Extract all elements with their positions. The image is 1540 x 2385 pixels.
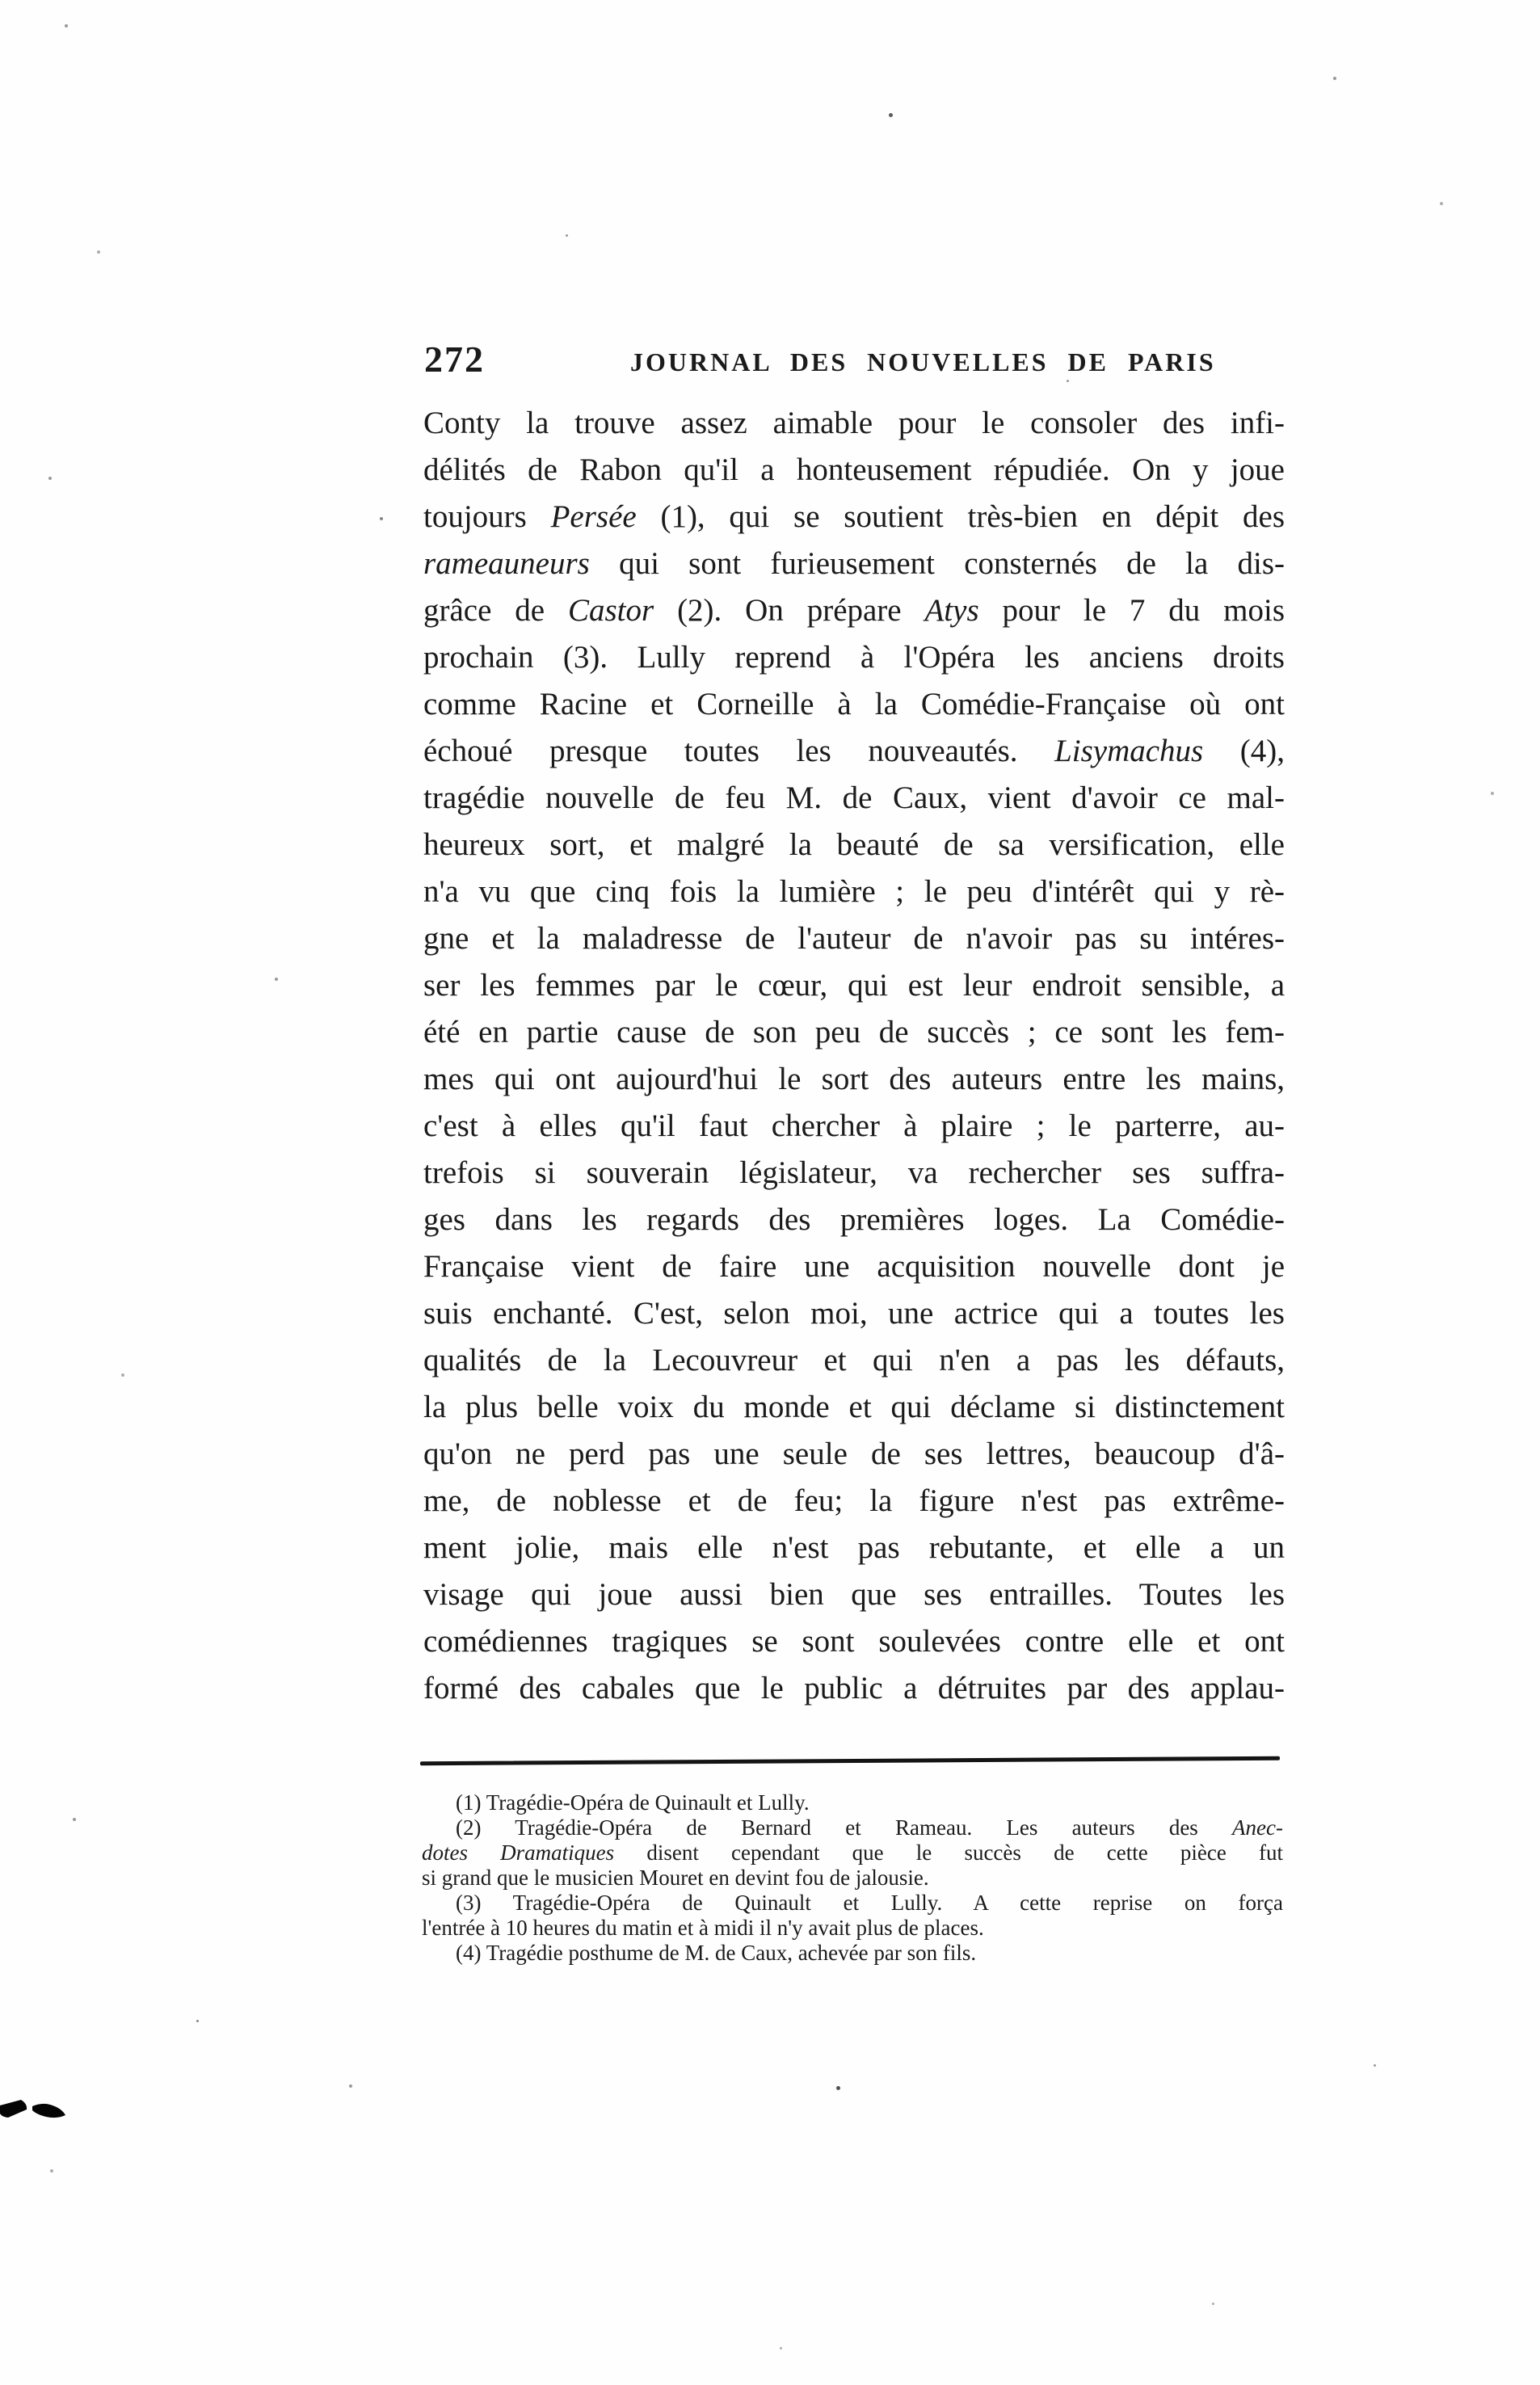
body-text-line: prochain (3). Lully reprend à l'Opéra les anciens droits [423, 640, 1285, 675]
body-text-line: mes qui ont aujourd'hui le sort des auteurs entre les mains, [423, 1062, 1285, 1096]
scan-speck [50, 2169, 53, 2173]
body-text-line: toujours Persée (1), qui se soutient très-bien en dépit des [423, 499, 1285, 534]
body-text-line: délités de Rabon qu'il a honteusement répudiée. On y joue [423, 452, 1285, 487]
body-text-line: échoué presque toutes les nouveautés. Lisymachus (4), [423, 734, 1285, 768]
footnote-separator [420, 1756, 1280, 1765]
body-text-line: la plus belle voix du monde et qui déclame si distinctement [423, 1390, 1285, 1424]
body-text-line: heureux sort, et malgré la beauté de sa versification, elle [423, 827, 1285, 862]
footnote-line: dotes Dramatiques disent cependant que le succès de cette pièce fut [422, 1840, 1283, 1865]
scan-speck [1067, 380, 1069, 382]
scan-speck [97, 250, 100, 254]
body-text-line: Conty la trouve assez aimable pour le consoler des infi- [423, 406, 1285, 440]
scan-speck [380, 517, 383, 520]
scan-speck [566, 234, 568, 237]
body-text-line: comme Racine et Corneille à la Comédie-Française où ont [423, 687, 1285, 721]
body-text-line: tragédie nouvelle de feu M. de Caux, vient d'avoir ce mal- [423, 780, 1285, 815]
scan-speck [196, 2020, 199, 2022]
scan-speck [275, 978, 278, 981]
scan-speck [1491, 792, 1494, 795]
footnote-line: (3) Tragédie-Opéra de Quinault et Lully. A cette reprise on força [456, 1891, 1283, 1915]
body-text-line: qu'on ne perd pas une seule de ses lettres, beaucoup d'â- [423, 1436, 1285, 1471]
footnote-line: si grand que le musicien Mouret en devint fou de jalousie. [422, 1866, 929, 1890]
body-text-line: c'est à elles qu'il faut chercher à plaire ; le parterre, au- [423, 1108, 1285, 1143]
body-text-line: formé des cabales que le public a détruites par des applau- [423, 1671, 1285, 1706]
footnote-line: (2) Tragédie-Opéra de Bernard et Rameau. Les auteurs des Anec- [456, 1815, 1283, 1840]
body-text-line: ser les femmes par le cœur, qui est leur endroit sensible, a [423, 968, 1285, 1003]
body-text-line: n'a vu que cinq fois la lumière ; le peu d'intérêt qui y rè- [423, 874, 1285, 909]
scan-speck [1212, 2303, 1214, 2305]
ink-smudge [0, 2096, 74, 2130]
body-text-line: rameauneurs qui sont furieusement consternés de la dis- [423, 546, 1285, 581]
body-text-line: trefois si souverain législateur, va rechercher ses suffra- [423, 1155, 1285, 1190]
body-text-line: qualités de la Lecouvreur et qui n'en a pas les défauts, [423, 1343, 1285, 1378]
footnote-line: l'entrée à 10 heures du matin et à midi il n'y avait plus de places. [422, 1916, 984, 1940]
body-text-line: suis enchanté. C'est, selon moi, une actrice qui a toutes les [423, 1296, 1285, 1331]
body-text [423, 400, 1285, 1712]
body-text-line: Française vient de faire une acquisition nouvelle dont je [423, 1249, 1285, 1284]
scan-speck [889, 113, 893, 117]
running-title: JOURNAL DES NOUVELLES DE PARIS [630, 347, 1216, 376]
scan-speck [1440, 202, 1443, 205]
scan-speck [349, 2084, 352, 2088]
body-text-line: grâce de Castor (2). On prépare Atys pour le 7 du mois [423, 593, 1285, 628]
body-text-line: gne et la maladresse de l'auteur de n'avoir pas su intéres- [423, 921, 1285, 956]
footnote-line: (1) Tragédie-Opéra de Quinault et Lully. [456, 1790, 810, 1815]
body-text-line: visage qui joue aussi bien que ses entrailles. Toutes les [423, 1577, 1285, 1612]
scan-speck [1333, 77, 1336, 80]
body-text-line: comédiennes tragiques se sont soulevées contre elle et ont [423, 1624, 1285, 1659]
scan-speck [65, 24, 68, 27]
scan-speck [780, 2347, 782, 2349]
body-text-line: me, de noblesse et de feu; la figure n'est pas extrême- [423, 1483, 1285, 1518]
body-text-line: ges dans les regards des premières loges. La Comédie- [423, 1202, 1285, 1237]
scan-speck [1374, 2064, 1376, 2067]
scan-speck [121, 1373, 124, 1377]
scan-speck [73, 1818, 76, 1821]
body-text-line: ment jolie, mais elle n'est pas rebutante, et elle a un [423, 1530, 1285, 1565]
page-number: 272 [424, 339, 485, 380]
body-text-line: été en partie cause de son peu de succès ; ce sont les fem- [423, 1015, 1285, 1049]
footnotes [422, 1790, 1283, 1966]
scan-speck [836, 2086, 840, 2090]
footnote-line: (4) Tragédie posthume de M. de Caux, achevée par son fils. [456, 1941, 977, 1965]
scan-speck [48, 477, 52, 480]
